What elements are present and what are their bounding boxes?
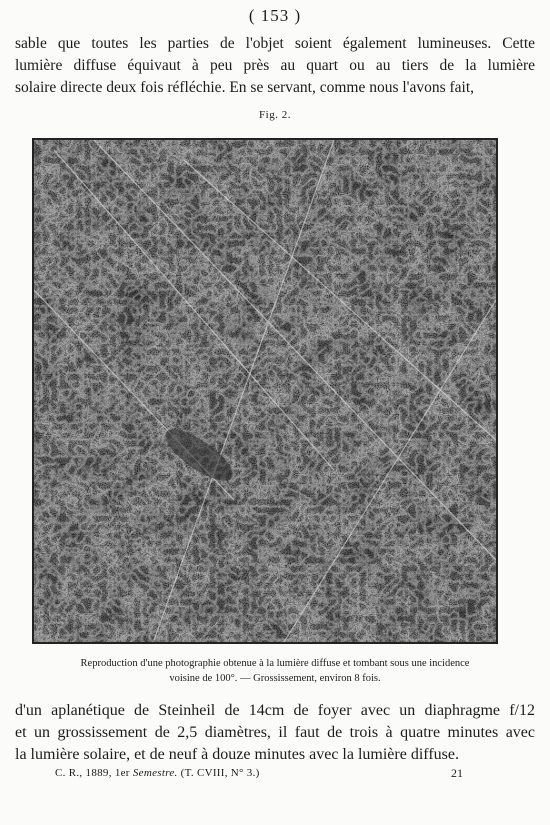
text-line: lumière diffuse équivaut à peu près au quart ou au tiers de la lumière — [15, 57, 535, 74]
footer-volume: (T. CVIII, N° 3.) — [180, 767, 260, 779]
page-number: ( 153 ) — [248, 6, 302, 25]
text-line: et un grossissement de 2,5 diamètres, il faut de trois à quatre minutes avec — [15, 724, 535, 741]
text-line: solaire directe deux fois réfléchie. En se servant, comme nous l'avons fait, — [15, 79, 475, 96]
footer-citation — [55, 767, 465, 779]
footer-semester: Semestre. — [132, 767, 178, 779]
micrograph-texture-image — [34, 140, 496, 642]
paragraph-bottom — [15, 700, 535, 766]
text-line: sable que toutes les parties de l'objet soient également lumineuses. Cette — [15, 35, 535, 52]
footer-journal: C. R., 1889, 1er — [55, 767, 130, 779]
figure-caption — [20, 656, 530, 686]
figure-label: Fig. 2. — [259, 109, 291, 121]
paragraph-top — [15, 33, 535, 99]
signature-number: 21 — [451, 766, 463, 780]
figure-photograph — [32, 138, 498, 644]
text-line: d'un aplanétique de Steinheil de 14cm de foyer avec un diaphragme f/12 — [15, 702, 535, 719]
caption-line: Reproduction d'une photographie obtenue à la lumière diffuse et tombant sous une incidence — [80, 658, 470, 669]
text-line: la lumière solaire, et de neuf à douze minutes avec la lumière diffuse. — [15, 746, 459, 763]
caption-line: voisine de 100°. — Grossissement, environ 8 fois. — [169, 673, 381, 684]
